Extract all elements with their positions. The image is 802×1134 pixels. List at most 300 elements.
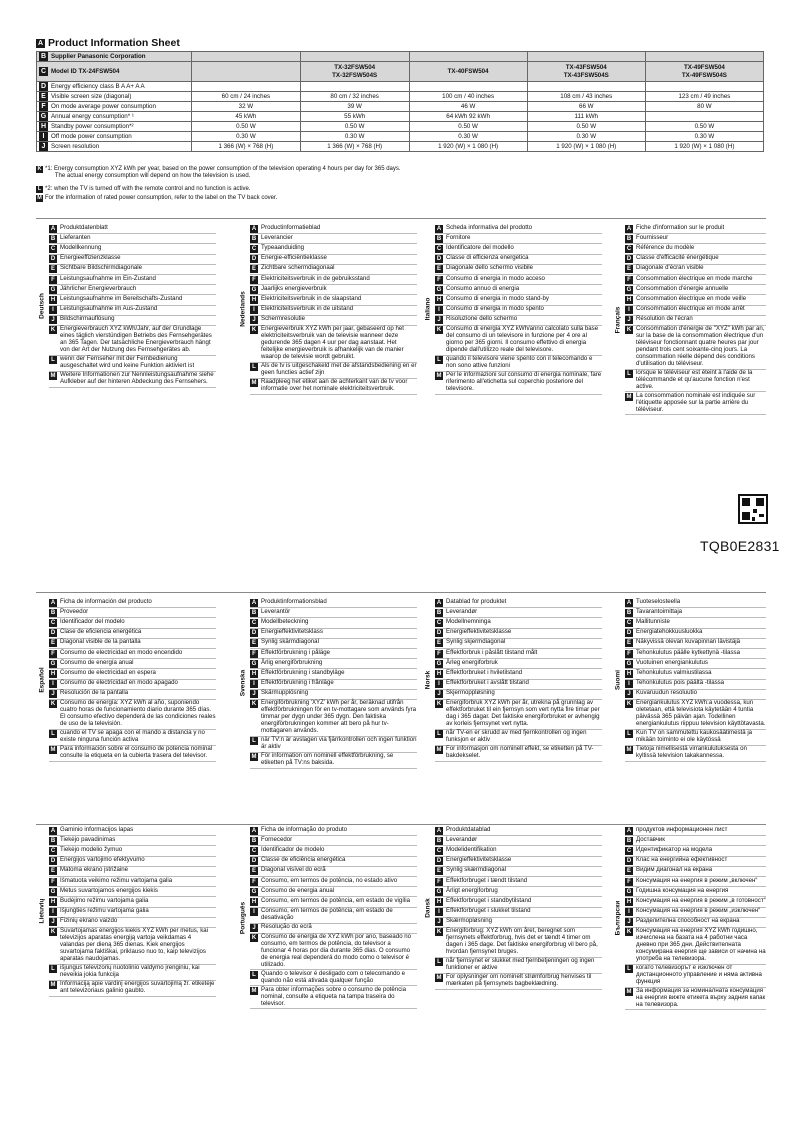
letter-badge: L xyxy=(49,730,57,738)
letter-badge: B xyxy=(251,235,257,242)
translation-text: Näkyvissä olevan kuvapinnan lävistäjä xyxy=(636,638,740,646)
translation-text: Energieverbrauch XYZ kWh/Jahr, auf der Grundlage eines täglich vierstündigen Betriebs des Fernsehgerätes an 365 Tagen. Der tatsächliche Energieverbrauch hängt von der Art der Nutzung des Fernsehgerätes ab. xyxy=(60,325,212,354)
translation-text: Modelidentifikation xyxy=(446,845,497,853)
letter-badge: C xyxy=(50,619,56,626)
translation-text: Résolution de l'écran xyxy=(636,315,693,323)
letter-badge: H xyxy=(251,898,257,905)
translation-item xyxy=(49,730,216,746)
translation-item xyxy=(435,974,602,990)
translation-text: Effektforbruget i slukket tilstand xyxy=(446,907,531,915)
letter-badge: A xyxy=(50,599,56,606)
language-label: Español xyxy=(38,667,45,693)
letter-badge: B xyxy=(436,235,442,242)
letter-badge: H xyxy=(436,296,442,303)
translation-item xyxy=(625,965,766,988)
spec-row xyxy=(37,122,764,132)
translation-item xyxy=(49,669,216,679)
letter-badge: C xyxy=(251,245,257,252)
translation-list xyxy=(47,598,216,762)
spec-cell: 0.30 W xyxy=(300,132,409,142)
spec-cell xyxy=(192,82,301,92)
row-label xyxy=(37,92,192,102)
letter-badge: G xyxy=(626,660,632,667)
letter-badge: I xyxy=(250,306,258,314)
language-tab xyxy=(237,598,248,769)
translation-item xyxy=(435,730,602,746)
language-tab xyxy=(422,598,433,762)
translation-item xyxy=(250,649,417,659)
language-label: Lietuvių xyxy=(38,898,45,924)
letter-badge: L xyxy=(250,363,258,371)
letter-badge: A xyxy=(251,827,257,834)
translation-text: Consumo de energía anual xyxy=(60,658,134,666)
translation-item xyxy=(250,639,417,649)
translation-text: Skærmopløsning xyxy=(446,917,493,925)
spec-cell: 80 W xyxy=(645,102,763,112)
letter-badge: K xyxy=(436,929,442,936)
letter-badge: K xyxy=(50,929,56,936)
translation-item xyxy=(625,908,766,918)
letter-badge: B xyxy=(50,235,56,242)
spec-cell: 80 cm / 32 inches xyxy=(300,92,409,102)
translation-text: Produktinformationsblad xyxy=(261,597,327,605)
letter-badge: A xyxy=(251,599,257,606)
translation-text: Classe di efficienza energetica xyxy=(446,254,529,262)
translation-text: Resolução do ecrã xyxy=(261,923,312,931)
translation-item xyxy=(435,846,602,856)
translation-item xyxy=(250,877,417,887)
translation-list xyxy=(248,826,417,1009)
letter-badge: J xyxy=(250,316,258,324)
letter-badge: L xyxy=(625,370,633,378)
letter-badge: B xyxy=(626,609,632,616)
translation-text: Годишна консумация на енергия xyxy=(636,886,729,894)
footnote-text: *2: when the TV is turned off with the remote control and no function is active. xyxy=(45,186,251,192)
spec-cell: TX-43FSW504 TX-43FSW504S xyxy=(527,62,645,82)
translation-item xyxy=(49,326,216,356)
spec-cell: 1 366 (W) × 768 (H) xyxy=(300,142,409,152)
letter-badge: G xyxy=(50,660,56,667)
translation-text: Клас на енергийна ефективност xyxy=(636,856,728,864)
translation-text: wenn der Fernseher mit der Fernbedienung ausgeschaltet wird und keine Funktion aktiviert ist xyxy=(60,355,195,370)
translation-text: Разделителна способност на екрана xyxy=(636,917,740,925)
translation-text: Skärmupplösning xyxy=(261,689,309,697)
translation-item xyxy=(435,234,602,244)
translation-item xyxy=(435,618,602,628)
letter-badge: K xyxy=(436,327,442,334)
letter-badge: D xyxy=(626,858,632,865)
language-panel xyxy=(422,598,602,762)
spec-cell: 1 920 (W) × 1 080 (H) xyxy=(645,142,763,152)
letter-badge: A xyxy=(50,225,56,232)
language-label: Deutsch xyxy=(38,293,45,319)
translation-text: när TV:n är avslagen via fjärrkontrollen och ingen funktion är aktiv xyxy=(261,736,417,751)
translation-text: Consumo di energia in modo stand-by xyxy=(446,294,549,302)
letter-badge: G xyxy=(40,113,47,120)
spec-cell xyxy=(645,112,763,122)
letter-badge: C xyxy=(626,245,632,252)
translation-list xyxy=(623,826,766,1010)
sheet-title-text: Product Information Sheet xyxy=(48,37,180,49)
translation-item xyxy=(250,618,417,628)
letter-badge: M xyxy=(50,982,56,989)
language-tab xyxy=(36,826,47,997)
letter-badge: H xyxy=(626,296,632,303)
translation-text: когато телевизорът е изключен от дистанционното управление и няма активна функция xyxy=(636,964,762,985)
letter-badge: E xyxy=(436,868,441,875)
row-label xyxy=(37,62,192,82)
letter-badge: H xyxy=(40,123,47,130)
translation-text: Matoma ekrano įstrižainė xyxy=(60,866,129,874)
translation-item xyxy=(250,265,417,275)
translation-item xyxy=(625,370,766,393)
translation-text: Consommation électrique en mode marche xyxy=(636,274,753,282)
translation-text: Tavarantoimittaja xyxy=(636,607,683,615)
letter-badge: K xyxy=(50,701,56,708)
letter-badge: C xyxy=(436,619,442,626)
translation-item xyxy=(49,316,216,326)
translation-text: Effektforbruget i tændt tilstand xyxy=(446,876,528,884)
translation-text: Effektforbruget i standbytilstand xyxy=(446,896,532,904)
translation-text: išjungus televizorių nuotolinio valdymo įrenginiu, kai neveikia jokia funkcija xyxy=(60,964,200,979)
letter-badge: M xyxy=(251,988,257,994)
translation-item xyxy=(250,970,417,986)
translation-text: Raadpleeg het etiket aan de achterkant van de tv voor informatie over het nominale elektriciteitsverbruik. xyxy=(261,378,408,393)
letter-badge: E xyxy=(436,266,441,273)
translation-item xyxy=(49,356,216,372)
translation-text: Modellnemninga xyxy=(446,617,491,625)
language-panel xyxy=(237,224,417,395)
sheet-title xyxy=(36,37,180,49)
translation-text: Skjermoppløsning xyxy=(446,689,495,697)
letter-badge: H xyxy=(251,296,257,303)
translation-item xyxy=(250,887,417,897)
letter-badge: C xyxy=(50,245,56,252)
translation-text: Tehonkulutus valmiustilassa xyxy=(636,668,712,676)
spec-cell: 32 W xyxy=(192,102,301,112)
language-panel xyxy=(612,598,766,762)
translation-text: Ficha de información del producto xyxy=(60,597,152,605)
letter-badge: D xyxy=(436,858,442,865)
translation-text: Identificador del modelo xyxy=(60,617,125,625)
translation-text: Energiforbruk XYZ kWh per år, utrekna på grunnlag av effektforbruket til ein fjernsyn som vert nytta fire timar per dag i 365 dagar. Det faktiske energiforbruket er avhengig av korleis fjernsynet vert nytta. xyxy=(446,699,600,728)
translation-item xyxy=(625,265,766,275)
translation-text: Référence du modèle xyxy=(636,243,695,251)
translation-item xyxy=(49,965,216,981)
spec-cell: 100 cm / 40 inches xyxy=(409,92,527,102)
spec-cell: 45 kWh xyxy=(192,112,301,122)
translation-text: Доставчик xyxy=(636,835,665,843)
letter-badge: M xyxy=(626,747,632,754)
spec-row xyxy=(37,102,764,112)
translation-item xyxy=(250,659,417,669)
translation-item xyxy=(435,887,602,897)
translation-item xyxy=(250,857,417,867)
translation-item xyxy=(625,857,766,867)
letter-badge: L xyxy=(49,356,57,364)
letter-badge: E xyxy=(251,640,256,647)
translation-item xyxy=(250,700,417,737)
spec-row xyxy=(37,52,764,62)
language-panel xyxy=(36,598,216,762)
letter-badge: C xyxy=(626,847,632,854)
translation-item xyxy=(435,908,602,918)
translation-item xyxy=(250,669,417,679)
letter-badge: A xyxy=(251,225,257,232)
letter-badge: M xyxy=(37,195,42,201)
translation-text: Sichtbare Bildschirmdiagonale xyxy=(60,264,142,272)
translation-item xyxy=(49,285,216,295)
translation-text: Energijos vartojimo efektyvumo xyxy=(60,856,145,864)
divider xyxy=(36,824,766,825)
letter-badge: M xyxy=(50,373,56,380)
footnote-text: For the information of rated power consumption, refer to the label on the TV back cover. xyxy=(45,195,278,201)
translation-item xyxy=(250,224,417,234)
letter-badge: C xyxy=(251,619,257,626)
letter-badge: A xyxy=(50,827,56,834)
translation-text: Consumo de electricidad en modo apagado xyxy=(60,679,178,687)
translation-item xyxy=(49,857,216,867)
translation-text: Fiche d'information sur le produit xyxy=(636,223,725,231)
translation-text: Effektforbruket i hviletilstand xyxy=(446,668,523,676)
translation-text: Consumo de energía: XYZ kWh al año, suponiendo cuatro horas de funcionamiento diario durante 365 días. El consumo efectivo dependerá de las condiciones reales de uso de la televisión. xyxy=(60,699,216,728)
letter-badge: C xyxy=(251,847,257,854)
document-code: TQB0E2831 xyxy=(700,538,780,554)
letter-badge: D xyxy=(626,630,632,637)
translation-text: Synlig skjermdiagonal xyxy=(446,638,506,646)
letter-badge: G xyxy=(251,660,257,667)
translation-text: Productinformatieblad xyxy=(261,223,321,231)
letter-badge: K xyxy=(251,327,257,334)
letter-badge: M xyxy=(626,394,632,400)
translation-text: Consumo di energia in modo acceso xyxy=(446,274,545,282)
row-label xyxy=(37,132,192,142)
translation-text: Elektriciteitsverbruik in de gebruiksstand xyxy=(261,274,370,282)
letter-badge: I xyxy=(625,680,633,688)
letter-badge: M xyxy=(251,380,257,387)
translation-text: Tehonkulutus pois päältä -tilassa xyxy=(636,679,725,687)
translation-text: Weitere Informationen zur Nennleistungsaufnahme siehe Aufkleber auf der hinteren Abdeckung des Fernsehers. xyxy=(60,371,214,386)
translation-list xyxy=(47,224,216,388)
translation-text: Resolución de la pantalla xyxy=(60,689,129,697)
translation-item xyxy=(250,924,417,934)
translation-item xyxy=(625,867,766,877)
spec-cell: 46 W xyxy=(409,102,527,112)
letter-badge: E xyxy=(626,868,631,875)
translation-text: För information om nominell effektförbrukning, se etiketten på TV:ns baksida. xyxy=(261,752,394,767)
translation-item xyxy=(435,608,602,618)
translation-item xyxy=(250,234,417,244)
letter-badge: H xyxy=(436,898,442,905)
spec-table xyxy=(36,51,764,152)
translation-text: Kun TV on sammutettu kaukosäätimestä ja mikään toiminto ei ole käytössä xyxy=(636,729,753,744)
letter-badge: B xyxy=(626,235,632,242)
translation-item xyxy=(250,846,417,856)
translation-item xyxy=(435,857,602,867)
translation-item xyxy=(49,639,216,649)
spec-cell xyxy=(527,52,645,62)
letter-badge: G xyxy=(50,286,56,293)
letter-badge: F xyxy=(39,102,48,111)
translation-item xyxy=(625,649,766,659)
translation-item xyxy=(625,846,766,856)
language-label: Suomi xyxy=(614,669,621,690)
footnote xyxy=(36,186,251,193)
row-label-text: Visible screen size (diagonal) xyxy=(51,93,132,100)
letter-badge: G xyxy=(626,286,632,293)
divider xyxy=(36,218,766,219)
translation-item xyxy=(625,618,766,628)
spec-row xyxy=(37,82,764,92)
letter-badge: E xyxy=(50,266,55,273)
letter-badge: D xyxy=(50,256,56,263)
translation-text: Leverantör xyxy=(261,607,291,615)
translation-text: Consumo di energia XYZ kWh/anno calcolato sulla base del consumo di un televisore in funzione per 4 ore al giorno per 365 giorni. Il consumo effettivo di energia dipende dall'utilizzo reale del televisore. xyxy=(446,325,599,354)
spec-row xyxy=(37,132,764,142)
language-panel xyxy=(422,826,602,990)
translation-item xyxy=(49,918,216,928)
spec-cell xyxy=(645,52,763,62)
spec-cell xyxy=(409,82,527,92)
translation-item xyxy=(625,659,766,669)
letter-badge: D xyxy=(251,256,257,263)
translation-text: Schermresolutie xyxy=(261,315,306,323)
letter-badge: A xyxy=(436,225,442,232)
spec-cell: 64 kWh 92 kWh xyxy=(409,112,527,122)
translation-text: Tiekėjo modelio žymuo xyxy=(60,845,123,853)
translation-text: Årlig energiförbrukning xyxy=(261,658,323,666)
letter-badge: K xyxy=(37,166,42,172)
letter-badge: H xyxy=(436,670,442,677)
spec-cell xyxy=(645,82,763,92)
translation-item xyxy=(435,867,602,877)
translation-list xyxy=(433,224,602,395)
translation-text: Clase de eficiencia energética xyxy=(60,628,142,636)
translation-text: Diagonale dello schermo visibile xyxy=(446,264,534,272)
translation-text: Consumo de energia anual xyxy=(261,886,335,894)
translation-item xyxy=(49,598,216,608)
language-panel xyxy=(36,826,216,997)
translation-item xyxy=(49,981,216,997)
translation-item xyxy=(435,639,602,649)
translation-text: Leistungsaufnahme im Ein-Zustand xyxy=(60,274,156,282)
translation-item xyxy=(625,690,766,700)
translation-item xyxy=(625,285,766,295)
translation-text: Bildschirmauflösung xyxy=(60,315,115,323)
letter-badge: A xyxy=(37,39,44,47)
translation-item xyxy=(49,244,216,254)
translation-text: продуктов информационен лист xyxy=(636,825,728,833)
translation-item xyxy=(49,700,216,730)
translation-text: Fornecedor xyxy=(261,835,293,843)
letter-badge: K xyxy=(626,929,632,936)
translation-text: Consumo di energia in modo spento xyxy=(446,305,544,313)
spec-cell xyxy=(192,62,301,82)
letter-badge: F xyxy=(435,650,443,658)
translation-item xyxy=(435,918,602,928)
letter-badge: H xyxy=(251,670,257,677)
row-label xyxy=(37,52,192,62)
letter-badge: L xyxy=(37,186,42,192)
translation-text: Energieverbruik XYZ kWh per jaar, gebaseerd op het elektriciteitsverbruik van de televisie wanneer deze gedurende 365 dagen 4 uur per dag aanstaat. Het feitelijke energieverbruik is afhankelijk van de manier waarop de televisie wordt gebruikt. xyxy=(261,325,404,361)
translation-item xyxy=(625,877,766,887)
spec-row xyxy=(37,62,764,82)
translation-text: Leverandør xyxy=(446,835,478,843)
letter-badge: I xyxy=(250,908,258,916)
translation-item xyxy=(49,255,216,265)
translation-text: Консумация на енергия XYZ kWh годишно, изчислена на базата на 4 работни часа дневно при 365 дни. Действителната консумирана енергия ще зависи от начина на употреба на телевизора. xyxy=(636,927,766,963)
translation-text: Scheda informativa del prodotto xyxy=(446,223,533,231)
letter-badge: A xyxy=(626,827,632,834)
translation-item xyxy=(49,867,216,877)
translation-item xyxy=(250,255,417,265)
translation-text: Suvartojamas energijos kiekis XYZ kWh per metus, kai televizijos aparatas energiją vartoja veikdamas 4 valandas per dieną 365 dienas. Kiek energijos suvartojama faktiškai, priklauso nuo to, kaip televizijos aparatas naudojamas. xyxy=(60,927,208,963)
letter-badge: I xyxy=(435,680,443,688)
letter-badge: C xyxy=(50,847,56,854)
letter-badge: J xyxy=(625,690,633,698)
translation-text: Diagonale d'écran visible xyxy=(636,264,704,272)
translation-item xyxy=(49,608,216,618)
letter-badge: J xyxy=(435,690,443,698)
translation-item xyxy=(435,372,602,395)
translation-text: Årleg energiforbruk xyxy=(446,658,498,666)
letter-badge: G xyxy=(251,888,257,895)
language-panel xyxy=(612,826,766,1010)
letter-badge: J xyxy=(625,316,633,324)
translation-text: Išmatuota veikimo režimu vartojama galia xyxy=(60,876,173,884)
spec-cell: 123 cm / 49 inches xyxy=(645,92,763,102)
translation-text: Energieffektivitetsklasse xyxy=(446,856,512,864)
spec-cell xyxy=(527,82,645,92)
translation-text: Ficha de informação do produto xyxy=(261,825,348,833)
letter-badge: I xyxy=(435,306,443,314)
translation-text: Diagonal visível do ecrã xyxy=(261,866,326,874)
letter-badge: J xyxy=(49,918,57,926)
spec-cell: 0.30 W xyxy=(527,132,645,142)
letter-badge: F xyxy=(435,878,443,886)
letter-badge: J xyxy=(39,142,48,151)
translation-text: Vuotuinen energiankulutus xyxy=(636,658,708,666)
language-tab xyxy=(422,826,433,990)
translation-text: Typeaanduiding xyxy=(261,243,305,251)
translation-item xyxy=(625,639,766,649)
language-panel xyxy=(237,598,417,769)
translation-item xyxy=(250,680,417,690)
spec-row xyxy=(37,92,764,102)
translation-item xyxy=(250,379,417,395)
row-label-text: Model ID TX-24FSW504 xyxy=(51,68,120,75)
spec-cell: 1 920 (W) × 1 080 (H) xyxy=(409,142,527,152)
letter-badge: E xyxy=(251,266,256,273)
translation-item xyxy=(435,928,602,958)
spec-cell: 60 cm / 24 inches xyxy=(192,92,301,102)
translation-text: Energieffektivitetsklass xyxy=(261,628,323,636)
translation-list xyxy=(47,826,216,997)
translation-item xyxy=(49,265,216,275)
translation-item xyxy=(49,826,216,836)
letter-badge: C xyxy=(40,68,47,75)
letter-badge: D xyxy=(626,256,632,263)
translation-item xyxy=(625,392,766,415)
translation-text: Per le informazioni sul consumo di energia nominale, fare riferimento all'etichetta sul coperchio posteriore del televisore. xyxy=(446,371,602,393)
translation-item xyxy=(435,897,602,907)
letter-badge: I xyxy=(435,908,443,916)
translation-item xyxy=(625,224,766,234)
letter-badge: F xyxy=(250,650,258,658)
translation-text: Elektriciteitsverbruik in de uitstand xyxy=(261,305,354,313)
translation-item xyxy=(250,306,417,316)
spec-cell: 39 W xyxy=(300,102,409,112)
